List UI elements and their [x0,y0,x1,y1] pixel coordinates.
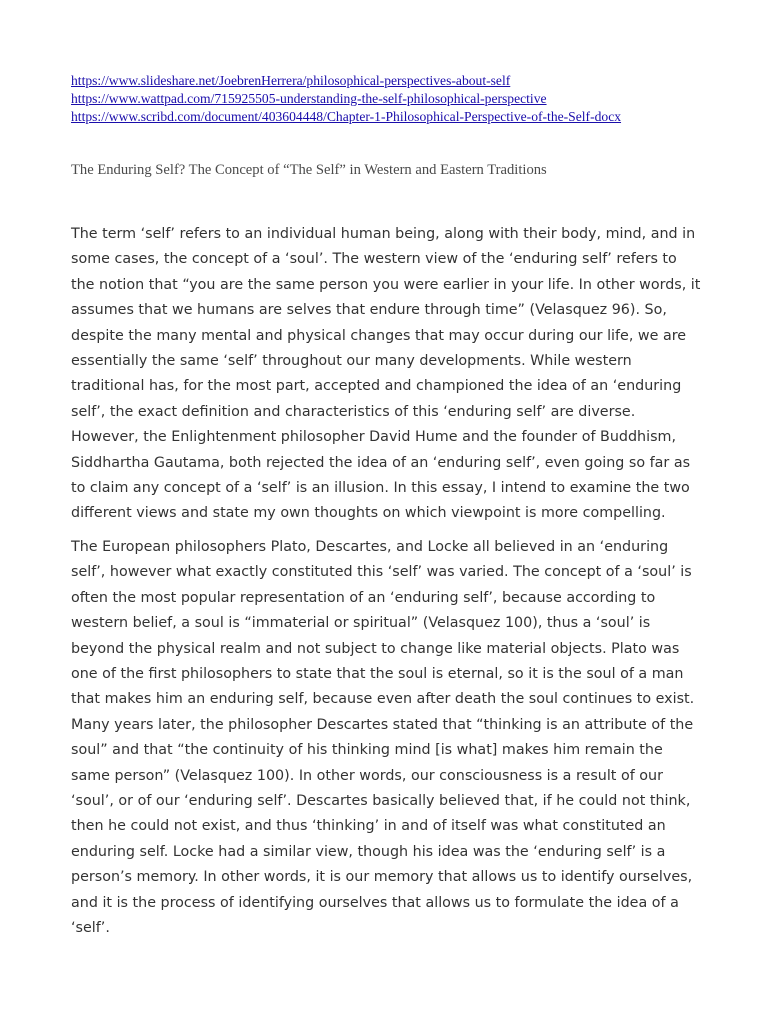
paragraph: The European philosophers Plato, Descartes, and Locke all believed in an ‘enduring self’, however what exactly constituted this ‘self’ was varied. The concept of a ‘soul’ is often the most popular representation of an ‘enduring self’, because according to western belief, a soul is “immaterial or spiritual” (Velasquez 100), thus a ‘soul’ is beyond the physical realm and not subject to change like material objects. Plato was one of the first philosophers to state that the soul is eternal, so it is the soul of a man that makes him an enduring self, because even after death the soul continues to exist. Many years later, the philosopher Descartes stated that “thinking is an attribute of the soul” and that “the continuity of his thinking mind [is what] makes him remain the same person” (Velasquez 100). In other words, our consciousness is a result of our ‘soul’, or of our ‘enduring self’. Descartes basically believed that, if he could not think, then he could not exist, and thus ‘thinking’ in and of itself was what constituted an enduring self. Locke had a similar view, though his idea was the ‘enduring self’ is a person’s memory. In other words, it is our memory that allows us to identify ourselves, and it is the process of identifying ourselves that allows us to formulate the idea of a ‘self’. [71,538,695,936]
reference-link-scribd[interactable]: https://www.scribd.com/document/403604448/Chapter-1-Philosophical-Perspective-of-the-Self-docx [71,109,622,124]
essay-body [71,222,701,949]
reference-links [71,72,621,126]
reference-link-slideshare[interactable]: https://www.slideshare.net/JoebrenHerrera/philosophical-perspectives-about-self [71,73,511,88]
reference-link-wattpad[interactable]: https://www.wattpad.com/715925505-understanding-the-self-philosophical-perspective [71,91,547,106]
paragraph: The term ‘self’ refers to an individual human being, along with their body, mind, and in some cases, the concept of a ‘soul’. The western view of the ‘enduring self’ refers to the notion that “you are the same person you were earlier in your life. In other words, it assumes that we humans are selves that endure through time” (Velasquez 96). So, despite the many mental and physical changes that may occur during our life, we are essentially the same ‘self’ throughout our many developments. While western traditional has, for the most part, accepted and championed the idea of an ‘enduring self’, the exact definition and characteristics of this ‘enduring self’ are diverse. However, the Enlightenment philosopher David Hume and the founder of Buddhism, Siddhartha Gautama, both rejected the idea of an ‘enduring self’, even going so far as to claim any concept of a ‘self’ is an illusion. In this essay, I intend to examine the two different views and state my own thoughts on which viewpoint is more compelling. [71,226,701,522]
essay-title: The Enduring Self? The Concept of “The Self” in Western and Eastern Traditions [71,162,547,178]
